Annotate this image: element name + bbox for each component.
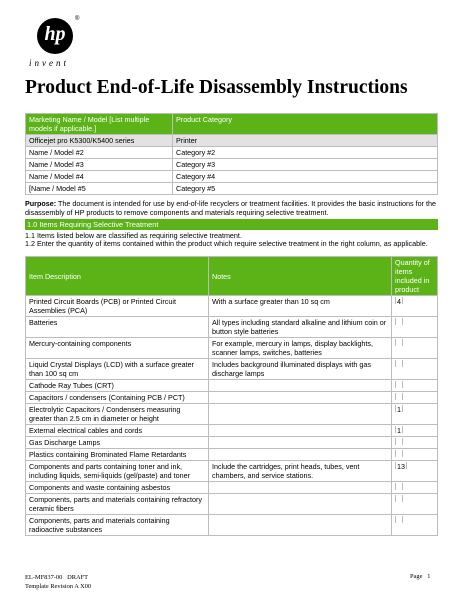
table-row xyxy=(26,392,438,404)
quantity-cell xyxy=(392,461,438,482)
table-row xyxy=(26,135,438,147)
quantity-field[interactable] xyxy=(395,381,403,388)
table-cell xyxy=(209,515,392,536)
table-row xyxy=(26,380,438,392)
header-cell: Product Category xyxy=(173,114,438,135)
table-cell: Name / Model #2 xyxy=(26,147,173,159)
header-cell: Quantity of items included in product xyxy=(392,257,438,296)
template-revision: Template Revision A X00 xyxy=(25,583,92,590)
quantity-cell xyxy=(392,296,438,317)
instructions xyxy=(25,232,437,249)
hp-logo xyxy=(25,16,87,68)
items-table xyxy=(25,256,438,536)
footer-left xyxy=(25,573,91,591)
header-cell: Item Description xyxy=(26,257,209,296)
table-cell: Include the cartridges, print heads, tubes, vent chambers, and service stations. xyxy=(209,461,392,482)
table-cell: Cathode Ray Tubes (CRT) xyxy=(26,380,209,392)
table-row xyxy=(26,338,438,359)
table-header-row xyxy=(26,114,438,135)
instruction-1: 1.1 Items listed below are classified as requiring selective treatment. xyxy=(25,231,242,240)
quantity-field[interactable] xyxy=(395,483,403,490)
table-cell: Capacitors / condensers (Containing PCB / PCT) xyxy=(26,392,209,404)
page-indicator xyxy=(410,573,430,580)
table-cell: Category #5 xyxy=(173,183,438,195)
quantity-field[interactable] xyxy=(395,339,403,346)
doc-id: EL-MF837-00 xyxy=(25,574,63,581)
table-cell: Components and waste containing asbestos xyxy=(26,482,209,494)
table-cell: Liquid Crystal Displays (LCD) with a surface greater than 100 sq cm xyxy=(26,359,209,380)
table-cell xyxy=(209,437,392,449)
quantity-field[interactable]: 1 xyxy=(397,405,401,414)
quantity-cell xyxy=(392,392,438,404)
table-row xyxy=(26,183,438,195)
table-cell: All types including standard alkaline and lithium coin or button style batteries xyxy=(209,317,392,338)
table-cell: Mercury-containing components xyxy=(26,338,209,359)
table-cell xyxy=(209,380,392,392)
table-cell: Name / Model #3 xyxy=(26,159,173,171)
quantity-cell xyxy=(392,515,438,536)
quantity-cell xyxy=(392,437,438,449)
doc-status: DRAFT xyxy=(67,574,89,581)
table-cell: Printed Circuit Boards (PCB) or Printed Circuit Assemblies (PCA) xyxy=(26,296,209,317)
table-row xyxy=(26,494,438,515)
table-cell: Components and parts containing toner and ink, including liquids, semi-liquids (gel/paste) and toner xyxy=(26,461,209,482)
table-cell xyxy=(209,494,392,515)
document-title: Product End-of-Life Disassembly Instructions xyxy=(25,77,408,98)
header-cell: Marketing Name / Model [List multiple models if applicable.] xyxy=(26,114,173,135)
table-cell: External electrical cables and cords xyxy=(26,425,209,437)
product-table xyxy=(25,113,438,195)
quantity-field[interactable] xyxy=(395,393,403,400)
table-row xyxy=(26,171,438,183)
quantity-cell xyxy=(392,380,438,392)
purpose-label: Purpose: xyxy=(25,199,57,208)
hp-logo-mark: hp xyxy=(37,18,73,54)
table-cell: Batteries xyxy=(26,317,209,338)
table-cell: Electrolytic Capacitors / Condensers measuring greater than 2.5 cm in diameter or height xyxy=(26,404,209,425)
table-cell xyxy=(209,482,392,494)
quantity-cell xyxy=(392,449,438,461)
table-cell: Plastics containing Brominated Flame Retardants xyxy=(26,449,209,461)
quantity-cell xyxy=(392,338,438,359)
table-row xyxy=(26,425,438,437)
table-row xyxy=(26,317,438,338)
page-number: 1 xyxy=(427,573,431,580)
header-cell: Notes xyxy=(209,257,392,296)
table-row xyxy=(26,461,438,482)
quantity-field[interactable] xyxy=(395,516,403,523)
table-cell: Category #3 xyxy=(173,159,438,171)
table-cell xyxy=(209,404,392,425)
table-cell: Gas Discharge Lamps xyxy=(26,437,209,449)
table-cell: Printer xyxy=(173,135,438,147)
quantity-cell xyxy=(392,359,438,380)
table-cell: Components, parts and materials containing refractory ceramic fibers xyxy=(26,494,209,515)
table-row xyxy=(26,437,438,449)
quantity-field[interactable] xyxy=(395,360,403,367)
table-row xyxy=(26,147,438,159)
purpose-text: The document is intended for use by end-of-life recyclers or treatment facilities. It provides the basic instructions for the disassembly of HP products to remove components and materials requiring selective treatment. xyxy=(25,199,436,217)
quantity-field[interactable]: 4 xyxy=(397,297,401,306)
table-cell xyxy=(209,392,392,404)
table-cell: Officejet pro K5300/K5400 series xyxy=(26,135,173,147)
table-cell: [Name / Model #5 xyxy=(26,183,173,195)
quantity-field[interactable] xyxy=(395,495,403,502)
purpose-paragraph xyxy=(25,200,437,217)
table-row xyxy=(26,159,438,171)
quantity-cell xyxy=(392,494,438,515)
table-row xyxy=(26,296,438,317)
quantity-field[interactable] xyxy=(395,318,403,325)
table-row xyxy=(26,404,438,425)
quantity-cell xyxy=(392,425,438,437)
table-header-row xyxy=(26,257,438,296)
quantity-cell xyxy=(392,482,438,494)
page-label: Page xyxy=(410,573,423,580)
quantity-field[interactable]: 13 xyxy=(397,462,405,471)
quantity-field[interactable] xyxy=(395,438,403,445)
instruction-2: 1.2 Enter the quantity of items contained within the product which require selective treatment in the right column, as applicable. xyxy=(25,239,428,249)
table-cell xyxy=(209,449,392,461)
table-cell: Components, parts and materials containing radioactive substances xyxy=(26,515,209,536)
table-row xyxy=(26,482,438,494)
quantity-field[interactable] xyxy=(395,450,403,457)
table-cell xyxy=(209,425,392,437)
quantity-field[interactable]: 1 xyxy=(397,426,401,435)
table-row xyxy=(26,449,438,461)
table-row xyxy=(26,515,438,536)
table-cell: For example, mercury in lamps, display backlights, scanner lamps, switches, batteries xyxy=(209,338,392,359)
table-cell: Category #2 xyxy=(173,147,438,159)
table-cell: Category #4 xyxy=(173,171,438,183)
logo-tagline: invent xyxy=(29,58,69,68)
section-heading: 1.0 Items Requiring Selective Treatment xyxy=(25,219,438,230)
registered-mark: ® xyxy=(75,16,80,22)
table-cell: Name / Model #4 xyxy=(26,171,173,183)
quantity-cell xyxy=(392,404,438,425)
table-cell: Includes background illuminated displays with gas discharge lamps xyxy=(209,359,392,380)
table-cell: With a surface greater than 10 sq cm xyxy=(209,296,392,317)
table-row xyxy=(26,359,438,380)
quantity-cell xyxy=(392,317,438,338)
